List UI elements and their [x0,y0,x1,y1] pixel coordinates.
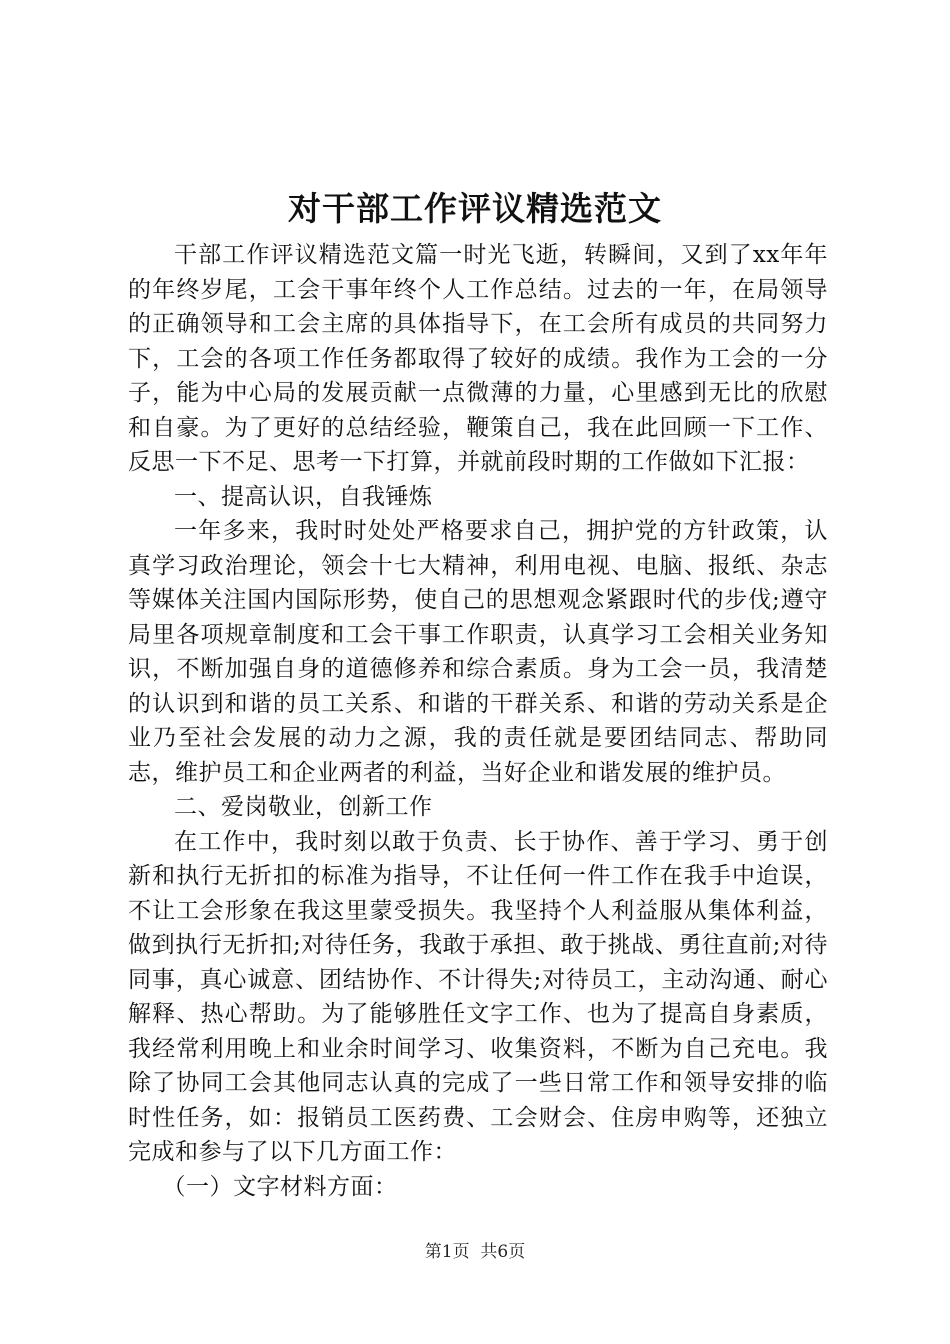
paragraph-section-2: 在工作中，我时刻以敢于负责、长于协作、善于学习、勇于创新和执行无折扣的标准为指导，不让任何一件工作在我手中迨误，不让工会形象在我这里蒙受损失。我坚持个人利益服从集体利益，做到执行无折扣;对待任务，我敢于承担、敢于挑战、勇往直前;对待同事，真心诚意、团结协作、不计得失;对待员工，主动沟通、耐心解释、热心帮助。为了能够胜任文字工作、也为了提高自身素质，我经常利用晚上和业余时间学习、收集资料，不断为自己充电。我除了协同工会其他同志认真的完成了一些日常工作和领导安排的临时性任务，如：报销员工医药费、工会财会、住房申购等，还独立完成和参与了以下几方面工作： [128,828,828,1165]
paragraph-intro: 干部工作评议精选范文篇一时光飞逝，转瞬间，又到了xx年年的年终岁尾，工会干事年终个人工作总结。过去的一年，在局领导的正确领导和工会主席的具体指导下，在工会所有成员的共同努力下，工会的各项工作任务都取得了较好的成绩。我作为工会的一分子，能为中心局的发展贡献一点微薄的力量，心里感到无比的欣慰和自豪。为了更好的总结经验，鞭策自己，我在此回顾一下工作、反思一下不足、思考一下打算，并就前段时期的工作做如下汇报： [128,242,828,475]
section-heading-2: 二、爱岗敬业，创新工作 [174,794,433,820]
paragraph-section-1: 一年多来，我时时处处严格要求自己，拥护党的方针政策，认真学习政治理论，领会十七大精神，利用电视、电脑、报纸、杂志等媒体关注国内国际形势，使自己的思想观念紧跟时代的步伐;遵守局里各项规章制度和工会干事工作职责，认真学习工会相关业务知识，不断加强自身的道德修养和综合素质。身为工会一员，我清楚的认识到和谐的员工关系、和谐的干群关系、和谐的劳动关系是企业乃至社会发展的动力之源，我的责任就是要团结同志、帮助同志，维护员工和企业两者的利益，当好企业和谐发展的维护员。 [128,518,828,786]
page-number: 第1页 [424,1242,470,1262]
footer-gap [470,1242,481,1262]
document-title: 对干部工作评议精选范文 [288,189,662,228]
section-heading-1: 一、提高认识，自我锤炼 [174,483,433,510]
page-total: 共6页 [480,1242,526,1262]
subsection-heading-1: （一）文字材料方面： [162,1173,398,1200]
document-body [128,238,828,1204]
page-footer [0,1240,950,1264]
